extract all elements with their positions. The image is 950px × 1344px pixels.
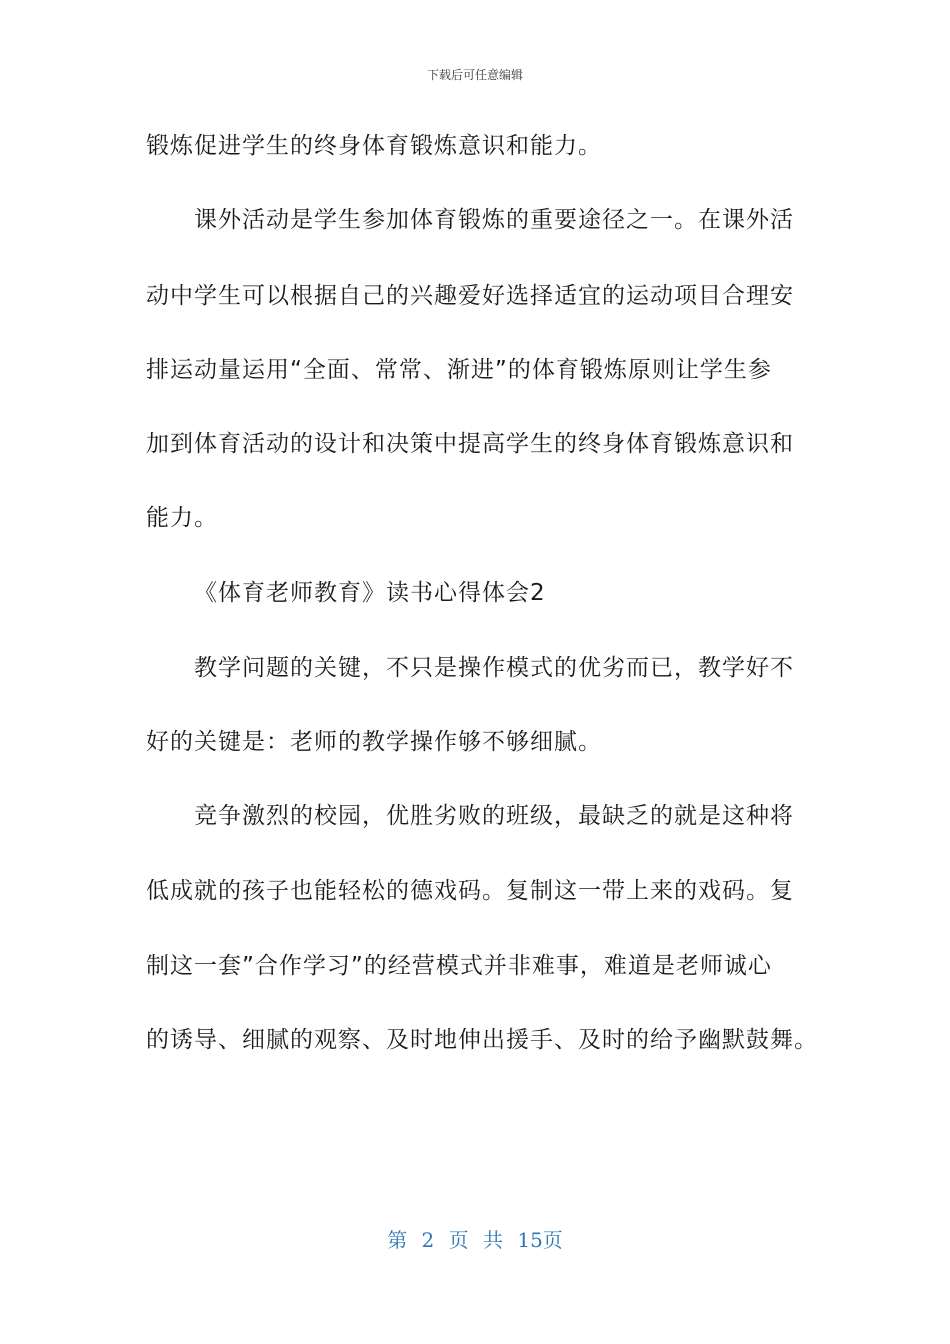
paragraph-line: 能力。	[146, 505, 218, 531]
paragraph-line: 动中学生可以根据自己的兴趣爱好选择适宜的运动项目合理安	[146, 283, 794, 309]
paragraph-line: 课外活动是学生参加体育锻炼的重要途径之一。在课外活	[194, 207, 794, 233]
paragraph-line: 低成就的孩子也能轻松的德戏码。复制这一带上来的戏码。复	[146, 878, 794, 904]
paragraph-line: 教学问题的关键，不只是操作模式的优劣而已，教学好不	[194, 655, 794, 681]
paragraph-line: 的诱导、细腻的观察、及时地伸出援手、及时的给予幽默鼓舞。	[146, 1027, 818, 1053]
paragraph-line: 加到体育活动的设计和决策中提高学生的终身体育锻炼意识和	[146, 431, 794, 457]
page-number-footer: 第 2 页 共 15页	[387, 1228, 563, 1252]
paragraph-line: 好的关键是：老师的教学操作够不够细腻。	[146, 729, 602, 755]
paragraph-line: 排运动量运用“全面、常常、渐进”的体育锻炼原则让学生参	[146, 357, 772, 383]
paragraph-line: 竞争激烈的校园，优胜劣败的班级，最缺乏的就是这种将	[194, 803, 794, 829]
page-header: 下载后可任意编辑	[426, 68, 523, 82]
paragraph-line: 制这一套”合作学习”的经营模式并非难事，难道是老师诚心	[146, 953, 772, 979]
paragraph-line: 锻炼促进学生的终身体育锻炼意识和能力。	[146, 133, 602, 159]
section-heading: 《体育老师教育》读书心得体会2	[194, 580, 546, 606]
